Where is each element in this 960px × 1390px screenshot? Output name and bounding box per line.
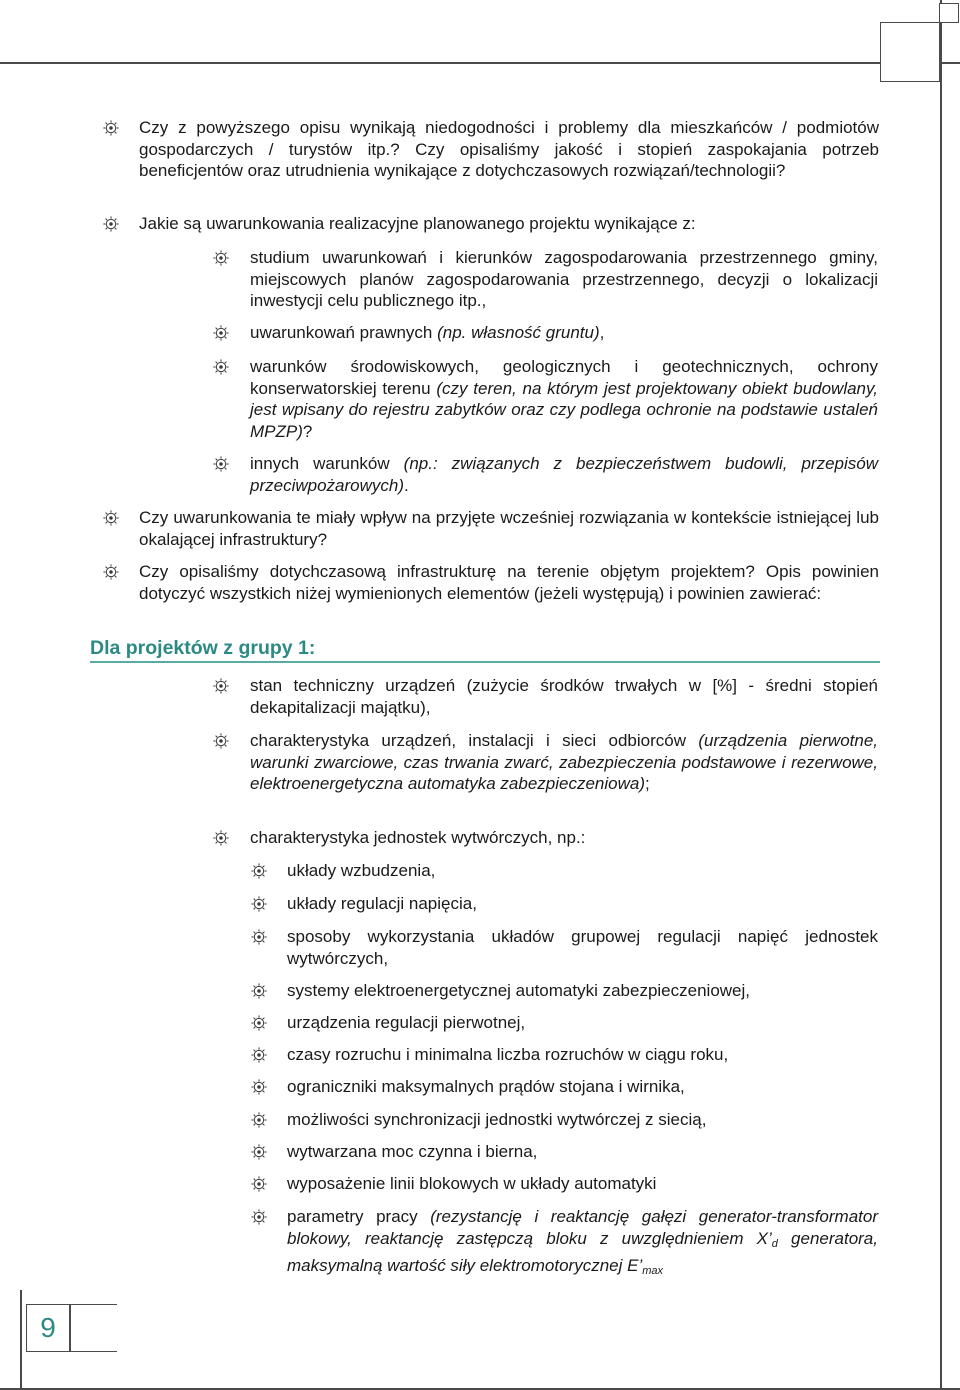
frame-top-line [0,62,960,64]
condition-item: uwarunkowań prawnych (np. własność gruntu), [250,323,605,342]
section-heading: Dla projektów z grupy 1: [90,637,316,659]
group-item: charakterystyka urządzeń, instalacji i sieci odbiorców (urządzenia pierwotne, warunki zwarciowe, czas trwania zwarć, zabezpieczenia podstawowe i rezerwowe, elektroenergetyczna automatyka zabezpieczeniowa); [250,731,879,793]
question-item: Jakie są uwarunkowania realizacyjne planowanego projektu wynikające z: [139,214,696,233]
corner-box-small [939,3,959,23]
gear-bullet-icon [212,829,230,847]
gear-bullet-icon [250,1078,268,1096]
gear-bullet-icon [250,1143,268,1161]
gear-bullet-icon [102,509,120,527]
question-item: Czy opisaliśmy dotychczasową infrastrukturę na terenie objętym projektem? Opis powinien dotyczyć wszystkich niżej wymienionych elementów (jeżeli występują) i powinien zawierać: [139,562,879,603]
condition-item: warunków środowiskowych, geologicznych i geotechnicznych, ochrony konserwatorskiej terenu (czy teren, na którym jest projektowany obiekt budowlany, jest wpisany do rejestru zabytków oraz czy podlega ochronie na podstawie ustaleń MPZP)? [250,357,878,441]
unit-item: możliwości synchronizacji jednostki wytwórczej z siecią, [287,1110,707,1129]
gear-bullet-icon [212,732,230,750]
gear-bullet-icon [250,1111,268,1129]
page-number: 9 [40,1312,56,1343]
group-item: stan techniczny urządzeń (zużycie środków trwałych w [%] - średni stopień dekapitalizacji majątku), [250,676,878,717]
gear-bullet-icon [212,677,230,695]
gear-bullet-icon [250,1175,268,1193]
gear-bullet-icon [212,249,230,267]
unit-item: czasy rozruchu i minimalna liczba rozruchów w ciągu roku, [287,1045,729,1064]
question-item: Czy z powyższego opisu wynikają niedogodności i problemy dla mieszkańców / podmiotów gospodarczych / turystów itp.? Czy opisaliśmy jakość i stopień zaspokajania potrzeb beneficjentów oraz utrudnienia wynikające z dotychczasowych rozwiązań/technologii? [139,118,879,180]
gear-bullet-icon [102,119,120,137]
frame-bottom-line [0,1388,960,1390]
heading-underline [90,661,880,663]
group-item: charakterystyka jednostek wytwórczych, np.: [250,828,586,847]
unit-item: wytwarzana moc czynna i bierna, [287,1142,538,1161]
unit-item: sposoby wykorzystania układów grupowej regulacji napięć jednostek wytwórczych, [287,927,878,968]
gear-bullet-icon [250,862,268,880]
unit-item: układy wzbudzenia, [287,861,436,880]
page-number-divider [69,1305,71,1351]
gear-bullet-icon [250,1046,268,1064]
unit-item-parameters: parametry pracy (rezystancję i reaktancję gałęzi generator-transformator blokowy, reaktancję zastępczą bloku z uwzględnieniem $X’_d$ generatora, maksymalną wartość siły elektromotorycznej $E’_{max}$ [287,1207,878,1277]
condition-item: studium uwarunkowań i kierunków zagospodarowania przestrzennego gminy, miejscowych planów zagospodarowania przestrzennego, decyzji o lokalizacji inwestycji celu publicznego itp., [250,248,878,310]
unit-item: ograniczniki maksymalnych prądów stojana i wirnika, [287,1077,685,1096]
unit-item: systemy elektroenergetycznej automatyki zabezpieczeniowej, [287,981,751,1000]
unit-item: układy regulacji napięcia, [287,894,477,913]
question-item: Czy uwarunkowania te miały wpływ na przyjęte wcześniej rozwiązania w kontekście istniejącej lub okalającej infrastruktury? [139,508,879,549]
gear-bullet-icon [212,358,230,376]
unit-item: wyposażenie linii blokowych w układy automatyki [287,1174,657,1193]
gear-bullet-icon [102,215,120,233]
gear-bullet-icon [250,982,268,1000]
frame-right-line [940,0,942,1390]
unit-item: urządzenia regulacji pierwotnej, [287,1013,526,1032]
corner-box-large [880,22,940,82]
frame-left-line [20,1290,22,1390]
gear-bullet-icon [102,563,120,581]
gear-bullet-icon [250,1014,268,1032]
gear-bullet-icon [250,895,268,913]
gear-bullet-icon [212,324,230,342]
gear-bullet-icon [250,1208,268,1226]
gear-bullet-icon [250,928,268,946]
page-number-box [26,1304,117,1352]
gear-bullet-icon [212,455,230,473]
condition-item: innych warunków (np.: związanych z bezpieczeństwem budowli, przepisów przeciwpożarowych). [250,454,879,495]
